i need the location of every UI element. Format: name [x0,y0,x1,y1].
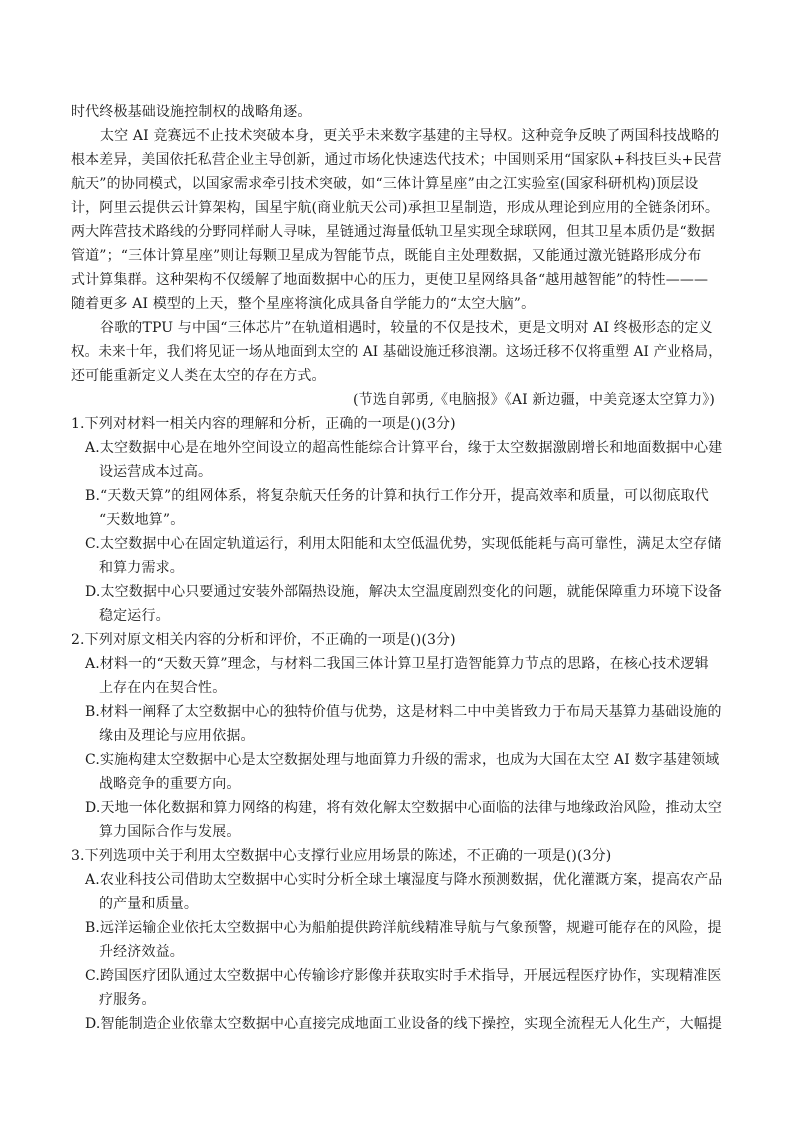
option-a-cont: 上存在内在契合性。 [99,680,227,696]
passage-line: 航天”的协同模式，以国家需求牵引技术突破，如“三体计算星座”由之江实验室(国家科研机构)顶层设 [71,176,699,192]
passage-line: 两大阵营技术路线的分野同样耐人寻味，星链通过海量低轨卫星实现全球联网，但其卫星本质仍是“数据 [71,224,716,240]
option-c: C.太空数据中心在固定轨道运行，利用太阳能和太空低温优势，实现低能耗与高可靠性，满足太空存储 [85,536,722,552]
option-c-cont: 和算力需求。 [99,560,184,576]
option-d-cont: 算力国际合作与发展。 [99,824,241,840]
option-b-cont: 升经济效益。 [99,944,184,960]
option-c-cont: 战略竞争的重要方向。 [99,776,241,792]
option-b: B.“天数天算”的组网体系，将复杂航天任务的计算和执行工作分开，提高效率和质量，可以彻底取代 [85,488,709,504]
option-a-cont: 设运营成本过高。 [99,464,213,480]
source-citation: (节选自郭勇,《电脑报》《AI 新边疆，中美竞逐太空算力》) [353,392,715,408]
option-d: D.天地一体化数据和算力网络的构建，将有效化解太空数据中心面临的法律与地缘政治风险，推动太空 [85,800,723,816]
option-b: B.远洋运输企业依托太空数据中心为船舶提供跨洋航线精准导航与气象预警，规避可能存在的风险，提 [85,920,722,936]
option-a: A.材料一的“天数天算”理念，与材料二我国三体计算卫星打造智能算力节点的思路，在核心技术逻辑 [85,656,709,672]
passage-line: 式计算集群。这种架构不仅缓解了地面数据中心的压力，更使卫星网络具备“越用越智能”的特性——— [71,272,709,288]
passage-line: 根本差异，美国依托私营企业主导创新，通过市场化快速迭代技术；中国则采用“国家队+科技巨头+民营 [71,152,722,168]
option-c: C.实施构建太空数据中心是太空数据处理与地面算力升级的需求，也成为大国在太空 AI 数字基建领域 [85,752,720,768]
passage-line: 时代终极基础设施控制权的战略角逐。 [71,104,312,120]
passage-line: 还可能重新定义人类在太空的存在方式。 [71,368,326,384]
passage-line: 谷歌的TPU 与中国“三体芯片”在轨道相遇时，较量的不仅是技术，更是文明对 AI 终极形态的定义 [100,320,713,336]
question-stem: 1.下列对材料一相关内容的理解和分析，正确的一项是()(3分) [71,416,456,432]
passage-line: 权。未来十年，我们将见证一场从地面到太空的 AI 基础设施迁移浪潮。这场迁移不仅将重塑 AI 产业格局， [71,344,722,360]
option-b: B.材料一阐释了太空数据中心的独特价值与优势，这是材料二中中美皆致力于布局天基算力基础设施的 [85,704,722,720]
option-c-cont: 疗服务。 [99,992,156,1008]
passage-line: 太空 AI 竞赛远不止技术突破本身，更关乎未来数字基建的主导权。这种竞争反映了两国科技战略的 [100,128,720,144]
option-d-cont: 稳定运行。 [99,608,170,624]
question-stem: 2.下列对原文相关内容的分析和评价，不正确的一项是()(3分) [71,632,456,648]
option-a: A.农业科技公司借助太空数据中心实时分析全球土壤湿度与降水预测数据，优化灌溉方案，提高农产品 [85,872,723,888]
passage-line: 计，阿里云提供云计算架构，国星宇航(商业航天公司)承担卫星制造，形成从理论到应用的全链条闭环。 [71,200,719,216]
passage-line: 管道”；“三体计算星座”则让每颗卫星成为智能节点，既能自主处理数据，又能通过激光链路形成分布 [71,248,702,264]
option-a: A.太空数据中心是在地外空间设立的超高性能综合计算平台，缘于太空数据激剧增长和地面数据中心建 [85,440,723,456]
option-b-cont: “天数地算”。 [99,512,185,528]
option-d: D.智能制造企业依靠太空数据中心直接完成地面工业设备的线下操控，实现全流程无人化生产，大幅提 [85,1016,723,1032]
option-b-cont: 缘由及理论与应用依据。 [99,728,255,744]
option-a-cont: 的产量和质量。 [99,896,199,912]
option-c: C.跨国医疗团队通过太空数据中心传输诊疗影像并获取实时手术指导，开展远程医疗协作，实现精准医 [85,968,722,984]
option-d: D.太空数据中心只要通过安装外部隔热设施，解决太空温度剧烈变化的问题，就能保障重力环境下设备 [85,584,723,600]
question-stem: 3.下列选项中关于利用太空数据中心支撑行业应用场景的陈述，不正确的一项是()(3分) [71,848,612,864]
passage-line: 随着更多 AI 模型的上天，整个星座将演化成具备自学能力的“太空大脑”。 [71,296,536,312]
